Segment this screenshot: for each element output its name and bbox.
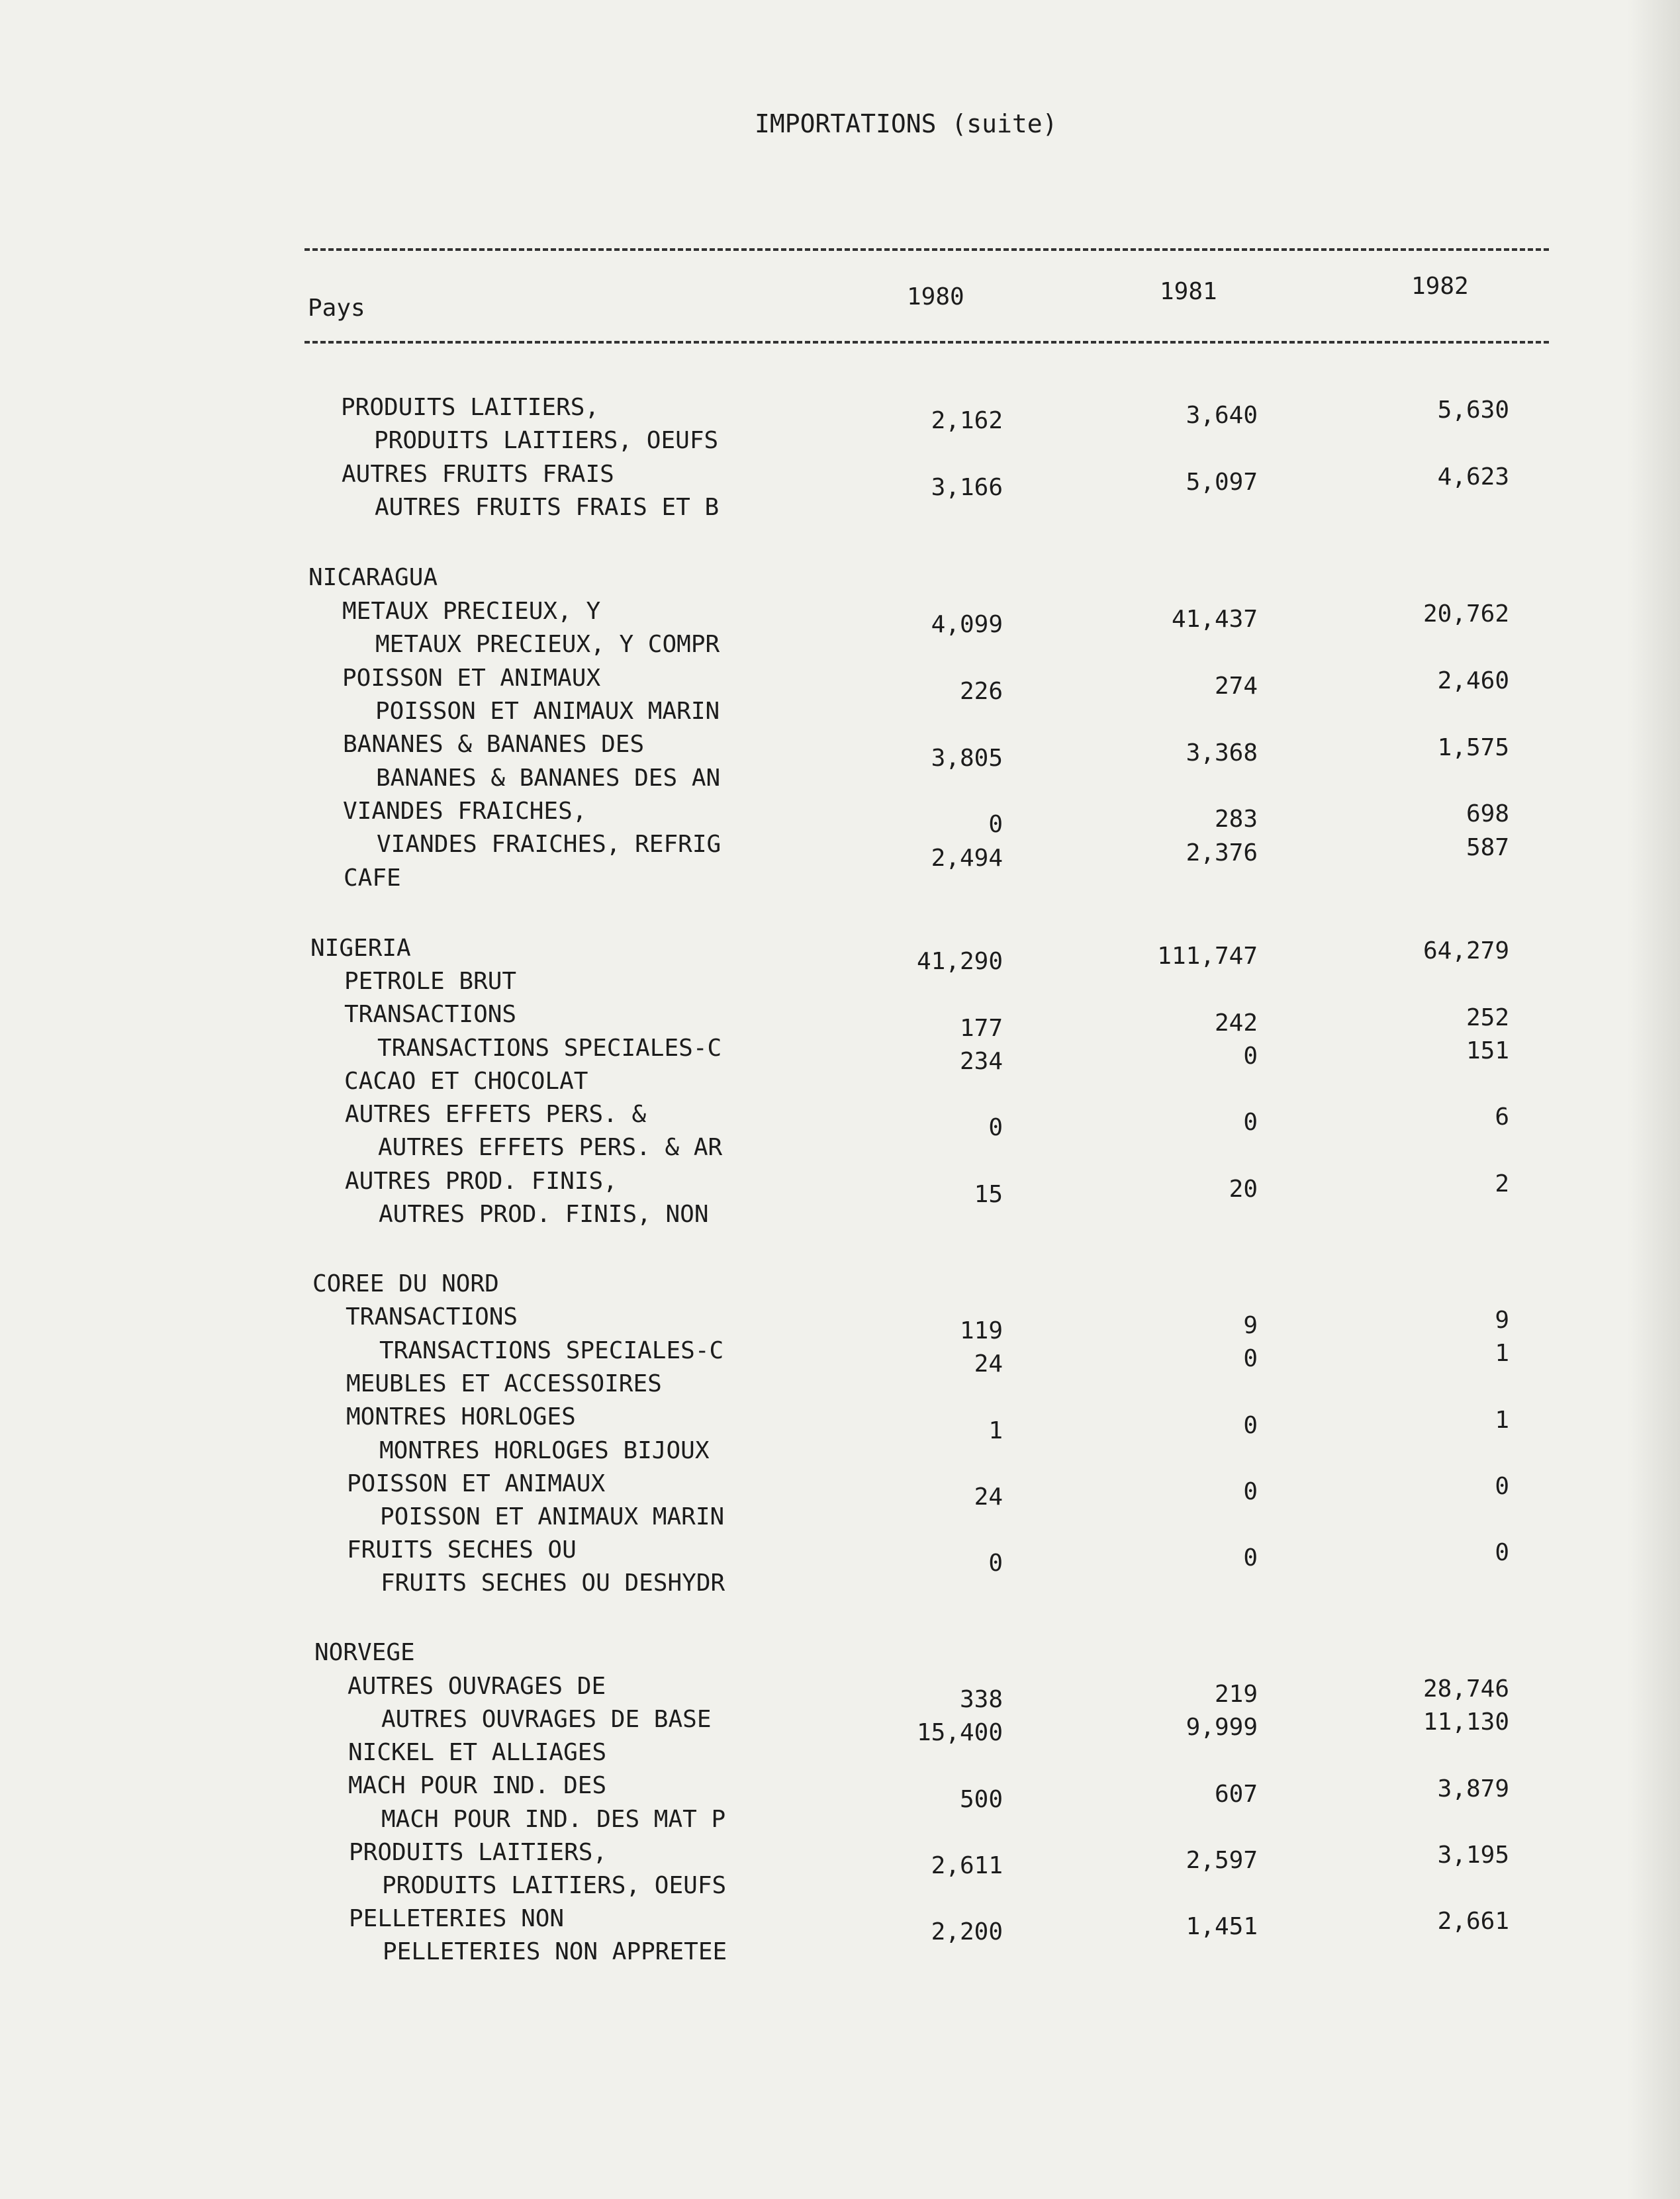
value-1980: 177 [959,1015,1003,1042]
item-label: PRODUITS LAITIERS, [349,1839,608,1866]
item-label: POISSON ET ANIMAUX [342,665,601,692]
header-1982: 1982 [1411,273,1469,300]
header-1981: 1981 [1160,278,1217,305]
item-label: BANANES & BANANES DES AN [376,765,721,792]
value-1982: 2,460 [1437,667,1509,694]
value-1980: 4,099 [931,611,1003,638]
value-1980: 3,166 [931,474,1003,501]
item-label: AUTRES FRUITS FRAIS ET B [375,494,720,521]
value-1982: 2 [1495,1170,1509,1197]
item-label: MONTRES HORLOGES BIJOUX [379,1437,710,1464]
item-label: AUTRES FRUITS FRAIS [342,461,614,488]
item-label: PETROLE BRUT [344,968,517,995]
item-label: CACAO ET CHOCOLAT [344,1068,588,1095]
value-1981: 0 [1243,1544,1258,1571]
value-1982: 698 [1466,800,1509,827]
item-label: CAFE [344,865,401,892]
value-1981: 3,640 [1186,402,1258,429]
country-name: NIGERIA [310,935,411,962]
value-1982: 1 [1495,1407,1509,1434]
value-1981: 9,999 [1186,1714,1258,1741]
value-1981: 20 [1229,1176,1258,1203]
value-1981: 0 [1243,1478,1258,1505]
country-name: NORVEGE [314,1639,415,1666]
value-1982: 151 [1466,1037,1509,1064]
item-label: AUTRES OUVRAGES DE [348,1673,606,1700]
value-1981: 9 [1243,1312,1258,1339]
value-1980: 24 [974,1483,1003,1511]
value-1982: 20,762 [1423,600,1509,628]
item-label: FRUITS SECHES OU DESHYDR [381,1569,725,1597]
item-label: MONTRES HORLOGES [346,1403,576,1430]
table-header-rule [304,341,1549,344]
value-1980: 2,162 [931,407,1003,434]
value-1981: 2,597 [1186,1847,1258,1874]
value-1982: 587 [1466,834,1509,861]
value-1982: 4,623 [1437,463,1509,491]
value-1982: 5,630 [1437,397,1509,424]
value-1980: 15 [974,1181,1003,1208]
item-label: AUTRES PROD. FINIS, [345,1168,618,1195]
value-1982: 11,130 [1423,1708,1509,1736]
item-label: FRUITS SECHES OU [347,1536,577,1564]
item-label: MACH POUR IND. DES MAT P [381,1806,726,1833]
value-1981: 0 [1243,1412,1258,1439]
item-label: TRANSACTIONS SPECIALES-C [377,1035,722,1062]
value-1982: 3,879 [1437,1775,1509,1802]
value-1980: 0 [988,811,1003,838]
value-1981: 0 [1243,1109,1258,1136]
item-label: POISSON ET ANIMAUX [347,1470,606,1497]
value-1982: 1,575 [1437,734,1509,761]
value-1980: 500 [959,1786,1003,1813]
value-1981: 3,368 [1186,739,1258,767]
value-1982: 6 [1495,1103,1509,1131]
item-label: PRODUITS LAITIERS, OEUFS [374,427,719,454]
header-pays: Pays [308,295,365,322]
value-1980: 338 [959,1686,1003,1713]
item-label: PELLETERIES NON APPRETEE [383,1938,727,1965]
value-1982: 64,279 [1423,937,1509,964]
value-1980: 15,400 [916,1719,1003,1746]
value-1981: 41,437 [1171,606,1258,633]
value-1981: 111,747 [1157,943,1258,970]
value-1980: 24 [974,1350,1003,1378]
value-1980: 0 [988,1550,1003,1577]
value-1981: 242 [1214,1009,1258,1037]
value-1980: 226 [959,678,1003,705]
value-1980: 119 [959,1317,1003,1344]
item-label: AUTRES EFFETS PERS. & [345,1101,647,1128]
item-label: METAUX PRECIEUX, Y COMPR [375,631,720,658]
value-1981: 0 [1243,1043,1258,1070]
country-name: NICARAGUA [308,564,438,591]
value-1980: 1 [988,1417,1003,1444]
item-label: PELLETERIES NON [349,1905,565,1932]
item-label: MACH POUR IND. DES [348,1772,607,1799]
value-1981: 0 [1243,1345,1258,1372]
value-1981: 2,376 [1186,839,1258,866]
value-1980: 2,494 [931,845,1003,872]
item-label: AUTRES PROD. FINIS, NON [379,1201,709,1228]
page-title: IMPORTATIONS (suite) [755,109,1058,138]
item-label: PRODUITS LAITIERS, OEUFS [382,1872,727,1899]
value-1981: 274 [1214,673,1258,700]
item-label: TRANSACTIONS [344,1001,517,1028]
item-label: VIANDES FRAICHES, REFRIG [377,831,722,858]
value-1982: 252 [1466,1004,1509,1031]
value-1980: 234 [959,1048,1003,1075]
value-1981: 1,451 [1186,1913,1258,1940]
value-1980: 2,611 [931,1852,1003,1879]
value-1980: 0 [988,1114,1003,1141]
value-1982: 28,746 [1423,1675,1509,1703]
table-top-rule [304,248,1549,251]
item-label: TRANSACTIONS [346,1303,518,1331]
header-1980: 1980 [907,283,964,310]
item-label: POISSON ET ANIMAUX MARIN [380,1503,725,1530]
item-label: PRODUITS LAITIERS, [341,394,600,421]
item-label: AUTRES OUVRAGES DE BASE [381,1706,712,1733]
item-label: BANANES & BANANES DES [343,731,645,758]
value-1982: 1 [1495,1340,1509,1367]
value-1982: 9 [1495,1307,1509,1334]
value-1980: 2,200 [931,1918,1003,1945]
item-label: AUTRES EFFETS PERS. & AR [378,1134,723,1161]
value-1981: 607 [1214,1781,1258,1808]
item-label: VIANDES FRAICHES, [343,798,587,825]
value-1981: 5,097 [1186,469,1258,496]
item-label: POISSON ET ANIMAUX MARIN [375,698,720,725]
value-1980: 41,290 [916,948,1003,975]
value-1982: 2,661 [1437,1908,1509,1935]
item-label: MEUBLES ET ACCESSOIRES [346,1370,662,1397]
value-1982: 0 [1495,1473,1509,1500]
value-1980: 3,805 [931,745,1003,772]
page-edge-shadow [1627,0,1680,2199]
value-1981: 219 [1214,1681,1258,1708]
item-label: METAUX PRECIEUX, Y [342,598,601,625]
value-1982: 0 [1495,1539,1509,1566]
value-1982: 3,195 [1437,1842,1509,1869]
country-name: COREE DU NORD [312,1270,499,1297]
item-label: TRANSACTIONS SPECIALES-C [379,1337,724,1364]
value-1981: 283 [1214,806,1258,833]
item-label: NICKEL ET ALLIAGES [348,1739,607,1766]
